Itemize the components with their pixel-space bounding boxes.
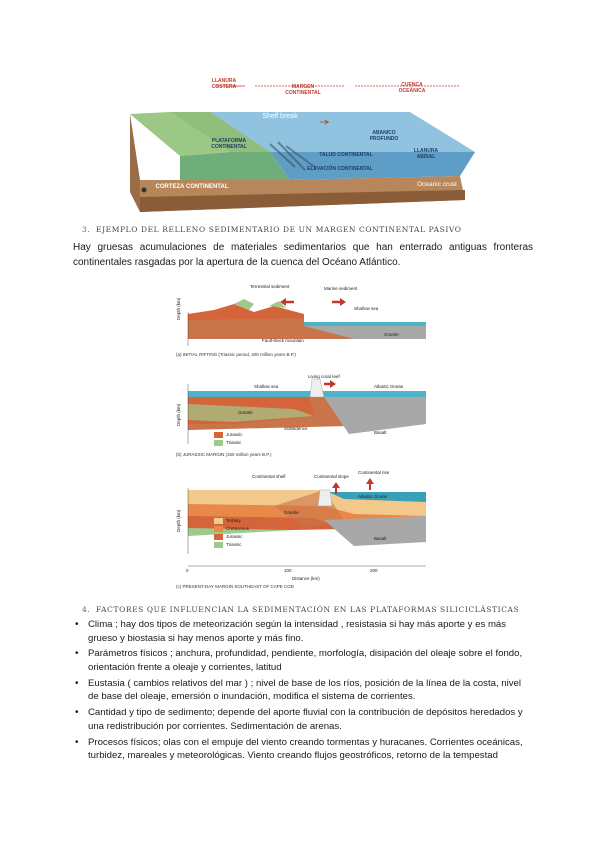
label-shelf-break: Shelf break xyxy=(262,113,298,120)
label-a-depth: Depth (km) xyxy=(176,297,181,320)
tick-x-200: 200 xyxy=(370,568,378,573)
stages-diagram xyxy=(174,284,426,594)
label-oceanic-crust: Oceanic crust xyxy=(417,181,457,188)
legend-c-triassic: Triassic xyxy=(226,542,242,547)
passive-margin-stages-figure xyxy=(174,284,426,594)
section-3-number: 3. xyxy=(82,225,91,234)
label-marine: Marine sediment xyxy=(324,286,358,291)
legend-c-cretaceous: Cretaceous xyxy=(226,526,250,531)
continental-margin-figure xyxy=(120,72,480,220)
label-slope: Continental slope xyxy=(314,474,349,479)
label-plataforma-continental: PLATAFORMA CONTINENTAL xyxy=(211,138,247,150)
label-b-atlantic: Atlantic Ocean xyxy=(374,384,404,389)
label-a-shallow-sea: Shallow sea xyxy=(354,306,379,311)
bullet-text: Cantidad y tipo de sedimento; depende del aporte fluvial con la contribución de depósitos heredados y una redistribución por corrientes. Sedimentación de arenas. xyxy=(88,707,523,732)
label-corteza-continental: CORTEZA CONTINENTAL xyxy=(155,184,229,190)
caption-a: (a) INITIAL RIFTING (Triassic period, 200 million years B.P.) xyxy=(176,352,296,357)
list-item: • Cantidad y tipo de sedimento; depende del aporte fluvial con la contribución de depósitos heredados y una redistribución por corrientes. Sedimentación de arenas. xyxy=(75,707,523,732)
label-b-basalt: Basalt xyxy=(374,430,387,435)
tick-x-0: 0 xyxy=(186,568,189,573)
label-c-basalt: Basalt xyxy=(374,536,387,541)
label-c-xaxis: Distance (km) xyxy=(292,576,320,581)
caption-c: (c) PRESENT-DAY MARGIN SOUTHEAST OF CAPE COD xyxy=(176,584,295,589)
bullet-text: Parámetros físicos ; anchura, profundidad, pendiente, morfología, disipación del oleaje sobre el fondo, orientación frente a oleaje y corrientes, latitud xyxy=(88,648,523,673)
section-3-heading xyxy=(82,225,462,234)
label-subsidence: Subsidence xyxy=(284,426,308,431)
label-elevacion-continental: ELEVACIÓN CONTINENTAL xyxy=(307,166,373,172)
section-4-heading xyxy=(82,605,519,614)
label-c-depth: Depth (km) xyxy=(176,509,181,532)
label-margen-continental: MARGEN CONTINENTAL xyxy=(285,84,321,96)
label-coral-reef: Living coral reef xyxy=(308,374,340,379)
label-shelf: Continental shelf xyxy=(252,474,286,479)
label-cuenca-oceanica: CUENCA OCEÁNICA xyxy=(398,82,426,94)
label-rise: Continental rise xyxy=(358,470,390,475)
factors-list xyxy=(73,618,533,765)
label-talud-continental: TALUD CONTINENTAL xyxy=(319,152,373,158)
label-b-depth: Depth (km) xyxy=(176,403,181,426)
legend-b-triassic: Triassic xyxy=(226,440,242,445)
legend-b-jurassic: Jurassic xyxy=(226,432,243,437)
label-abanico-profundo: ABANICO PROFUNDO xyxy=(369,130,399,142)
label-terrestrial: Terrestrial sediment xyxy=(250,284,290,289)
bullet-text: Clima ; hay dos tipos de meteorización según la intensidad , resistasia si hay más aporte y es más grueso y biostasia si hay menos aporte y más fino. xyxy=(88,619,507,644)
label-b-granite: Granite xyxy=(238,410,253,415)
list-item: • Clima ; hay dos tipos de meteorización según la intensidad , resistasia si hay más aporte y es más grueso y biostasia si hay menos aporte y más fino. xyxy=(75,619,507,644)
list-item: • Procesos físicos; olas con el empuje del viento creando tormentas y huracanes. Corrientes oceánicas, turbidez, mareales y meteorológicas. Viento creando flujos geostróficos, retorno de la tempestad xyxy=(75,736,523,762)
label-a-granite: Granite xyxy=(384,332,399,337)
bullet-text: Procesos físicos; olas con el empuje del viento creando tormentas y huracanes. Corrientes oceánicas, turbidez, mareales y meteorológicas. Viento creando flujos geostróficos, retorno de la tempestad xyxy=(88,736,523,762)
tick-x-100: 100 xyxy=(284,568,292,573)
section-4-number: 4. xyxy=(82,605,91,614)
label-c-granite: Granite xyxy=(284,510,299,515)
legend-c-jurassic: Jurassic xyxy=(226,534,243,539)
legend-c-tertiary: Tertiary xyxy=(226,518,241,523)
caption-b: (b) JURASSIC MARGIN (150 million years B.P.) xyxy=(176,452,272,457)
label-b-shallow-sea: Shallow sea xyxy=(254,384,279,389)
section-4-title: FACTORES QUE INFLUENCIAN LA SEDIMENTACIÓN EN LAS PLATAFORMAS SILICICLÁSTICAS xyxy=(96,605,520,614)
section-3-title: EJEMPLO DEL RELLENO SEDIMENTARIO DE UN MARGEN CONTINENTAL PASIVO xyxy=(96,225,462,234)
list-item: • Eustasia ( cambios relativos del mar ) ; nivel de base de los ríos, posición de la línea de la costa, nivel de base del oleaje, emersión o inundación, modifica el sistema de corrientes. xyxy=(75,677,522,703)
bullet-text: Eustasia ( cambios relativos del mar ) ; nivel de base de los ríos, posición de la línea de la costa, nivel de base del oleaje, emersión o inundación, modifica el sistema de corrientes. xyxy=(88,677,522,703)
section-3-paragraph: Hay gruesas acumulaciones de materiales sedimentarios que han enterrado antiguas fronteras continentales rasgadas por la apertura de la cuenca del Océano Atlántico. xyxy=(73,242,533,268)
label-llanura-abisal: LLANURA ABISAL xyxy=(413,148,439,160)
list-item: • Parámetros físicos ; anchura, profundidad, pendiente, morfología, disipación del oleaje sobre el fondo, orientación frente a oleaje y corrientes, latitud xyxy=(75,648,523,673)
label-c-atlantic: Atlantic Ocean xyxy=(358,494,388,499)
label-fault-block: Fault-block mountain xyxy=(262,338,304,343)
label-llanura-costera: LLANURA COSTERA xyxy=(211,78,237,90)
